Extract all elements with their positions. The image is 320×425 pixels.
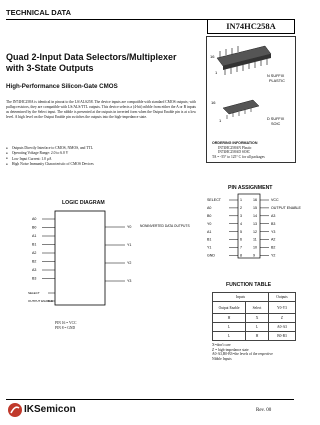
logic-block [55, 211, 105, 305]
logic-control-label: OUTPUT ENABLE [28, 299, 53, 304]
logic-input-label: A1 [32, 234, 37, 239]
pin-right-number: 12 [253, 229, 257, 234]
pin-right-number: 14 [253, 214, 257, 218]
footer-rule [6, 399, 294, 400]
pin-left-number: 1 [240, 198, 242, 203]
table-cell: L [246, 323, 269, 332]
d-suffix-label: D SUFFIX [267, 117, 285, 121]
pin-right-number: 15 [253, 206, 257, 211]
function-note: Nibble Inputs [212, 356, 232, 361]
pin-left-label: B1 [207, 237, 212, 242]
pin-left-label: A0 [207, 206, 212, 211]
soic-pin1-label: 1 [219, 118, 222, 123]
table-row [213, 314, 296, 323]
logic-input-label: A0 [32, 217, 37, 222]
ordering-line: TA = -55° to 125° C for all packages [212, 154, 265, 159]
package-box [206, 36, 296, 163]
table-cell: L [213, 332, 246, 341]
pin-right-label: Y2 [271, 253, 276, 258]
table-cell: B0-B3 [269, 332, 296, 341]
d-suffix-sub: SOIC [271, 122, 281, 126]
pin-left-label: Y0 [207, 221, 212, 226]
soic-pin16-label: 16 [211, 100, 216, 105]
pin-left-number: 7 [240, 245, 242, 250]
th-y: Y0-Y3 [269, 302, 296, 314]
pin-left-number: 2 [240, 206, 242, 211]
n-suffix-sub: PLASTIC [269, 79, 285, 83]
table-cell: Z [269, 314, 296, 323]
pin-assignment-diagram [205, 192, 301, 262]
pin-assignment-heading: PIN ASSIGNMENT [228, 185, 273, 191]
function-notes [212, 343, 296, 361]
datasheet-subtitle: High-Performance Silicon-Gate CMOS [6, 83, 118, 90]
feature-item: ● High Noise Immunity Characteristic of CMOS Devices [10, 162, 198, 167]
table-cell: A0-A3 [269, 323, 296, 332]
pin-left-label: SELECT [207, 198, 221, 203]
pin-notes [55, 321, 76, 330]
table-cell: H [213, 314, 246, 323]
part-number-box: IN74HC258A [207, 19, 295, 34]
function-table-heading: FUNCTION TABLE [226, 282, 272, 288]
n-suffix-label: N SUFFIX [267, 74, 285, 78]
logic-input-label: B1 [32, 242, 37, 247]
ordering-heading: ORDERING INFORMATION [212, 141, 258, 145]
pin-left-number: 6 [240, 237, 242, 242]
logic-output-label: Y1 [127, 243, 132, 248]
pin-right-label: VCC [271, 198, 279, 203]
pin-note: PIN 8 = GND [55, 325, 76, 330]
ordering-line: IN74HC258AN Plastic [218, 145, 252, 150]
pin-left-label: Y1 [207, 245, 212, 250]
function-table [212, 292, 296, 361]
th-inputs: Inputs [213, 293, 269, 302]
function-note: A0-A3,B0-B3=the levels of the respective [212, 352, 273, 357]
th-output-enable: Output Enable [213, 302, 246, 314]
feature-item: ● Outputs Directly Interface to CMOS, NMOS, and TTL [10, 146, 198, 151]
pin-right-number: 13 [253, 221, 257, 226]
logic-input-label: A3 [32, 268, 37, 273]
function-note: Z = high-impedance state [212, 347, 249, 352]
pin-left-number: 4 [240, 221, 242, 226]
company-logo-icon [7, 402, 23, 418]
pin-right-number: 9 [253, 253, 255, 258]
logic-diagram-heading: LOGIC DIAGRAM [62, 200, 105, 206]
function-table-grid [212, 292, 296, 341]
datasheet-title [6, 52, 201, 73]
section-header: TECHNICAL DATA [6, 8, 71, 17]
logic-output-label: Y3 [127, 279, 132, 284]
revision: Rev. 00 [256, 408, 272, 413]
logic-output-label: Y0 [127, 225, 132, 230]
function-note: X=don't care [212, 343, 231, 347]
logic-input-label: B3 [32, 276, 37, 281]
table-row [213, 323, 296, 332]
feature-item: ● Operating Voltage Range: 2.0 to 6.0 V [10, 151, 198, 156]
table-cell: L [213, 323, 246, 332]
feature-item: ● Low Input Current: 1.0 μA [10, 157, 198, 162]
pin-right-label: A3 [271, 214, 276, 218]
table-row [213, 332, 296, 341]
pin-right-label: OUTPUT ENABLE [271, 206, 301, 211]
th-outputs: Outputs [269, 293, 296, 302]
pin-left-number: 3 [240, 214, 242, 218]
table-cell: X [246, 314, 269, 323]
pin-left-number: 8 [240, 253, 242, 258]
pin-right-number: 11 [253, 237, 257, 242]
title-line-2: with 3-State Outputs [6, 62, 94, 73]
ordering-line: IN74HC258AD SOIC [218, 150, 251, 155]
feature-list [10, 146, 198, 168]
pin-left-label: A1 [207, 229, 212, 234]
logic-output-label: Y2 [127, 261, 132, 266]
th-select: Select [246, 302, 269, 314]
company-brand: IKSemicon [24, 404, 76, 415]
pin-note: PIN 16 = VCC [55, 321, 77, 325]
dip-pin1-label: 1 [215, 70, 218, 75]
title-line-1: Quad 2-Input Data Selectors/Multiplexer [6, 52, 177, 62]
dip-pin16-label: 16 [210, 54, 215, 59]
logic-input-label: B0 [32, 225, 37, 230]
logic-diagram [28, 207, 190, 317]
pin-right-label: B3 [271, 221, 276, 226]
pin-right-label: Y3 [271, 229, 276, 234]
logic-control-label: SELECT [28, 291, 40, 296]
pin-right-label: B2 [271, 245, 276, 250]
pin-right-label: A2 [271, 237, 276, 242]
output-note: NONINVERTED DATA OUTPUTS [140, 224, 190, 228]
pin-left-label: B0 [207, 214, 212, 218]
logic-input-label: A2 [32, 251, 37, 256]
pin-left-label: GND [207, 253, 215, 258]
table-cell: H [246, 332, 269, 341]
pin-right-number: 16 [253, 198, 257, 203]
description-paragraph: The IN74HC258A is identical in pinout to the LS/ALS258. The device inputs are compatible with standard CMOS outputs; with pullup resistors, they are compatible with LS/ALS/TTL outputs. This device selects a (4-bit) nibble from either the A or B inputs as determined by the Select input. The nibble is presented at the outputs in inverted form when the Output Enable pin is at a low level. A high level on the Output Enable pin switches the outputs into the high-impedance state. [6, 100, 196, 119]
pin-right-number: 10 [253, 245, 257, 250]
pin-left-number: 5 [240, 229, 242, 234]
logic-input-label: B2 [32, 259, 37, 264]
